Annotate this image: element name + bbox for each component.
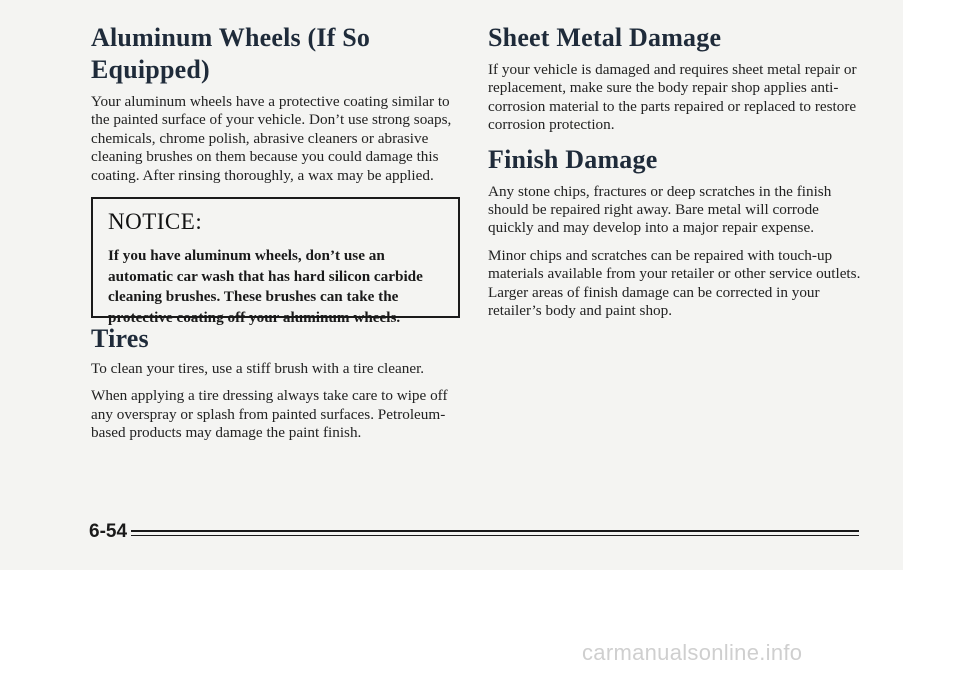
aluminum-wheels-paragraph: Your aluminum wheels have a protective coating similar to the painted surface of your vehicle. Don’t use strong soaps, chemicals, chrome polish, abrasive cleaners or abrasive cleaning brushes on them because you could damage this coating. After rinsing thoroughly, a wax may be applied. [91, 93, 452, 184]
page-footer [89, 520, 859, 544]
sheet-metal-paragraph: If your vehicle is damaged and requires sheet metal repair or replacement, make sure the body repair shop applies anti-corrosion material to the parts repaired or replaced to restore corrosion protection. [488, 61, 857, 134]
notice-title: NOTICE: [108, 209, 203, 234]
site-watermark: carmanualsonline.info [582, 640, 803, 665]
tires-paragraph-2: When applying a tire dressing always take care to wipe off any overspray or splash from painted surfaces. Petroleum-based products may damage the paint finish. [91, 387, 448, 442]
sheet-metal-heading: Sheet Metal Damage [488, 23, 722, 52]
tires-heading: Tires [91, 324, 149, 353]
left-column [91, 22, 463, 185]
tires-paragraph-1: To clean your tires, use a stiff brush with a tire cleaner. [91, 360, 425, 377]
footer-rule-thin [131, 535, 859, 536]
tires-section [91, 323, 463, 443]
aluminum-wheels-heading: Aluminum Wheels (If So Equipped) [91, 23, 371, 84]
page-number: 6-54 [89, 521, 128, 542]
finish-damage-paragraph-2: Minor chips and scratches can be repaired with touch-up materials available from your retailer or other service outlets. Larger areas of finish damage can be corrected in your retailer’s body and paint shop. [488, 246, 861, 320]
footer-rule [131, 530, 859, 532]
finish-damage-paragraph-1: Any stone chips, fractures or deep scratches in the finish should be repaired right away. Bare metal will corrode quickly and may develop into a major repair expense. [488, 182, 832, 237]
notice-text: If you have aluminum wheels, don’t use an automatic car wash that has hard silicon carbide cleaning brushes. These brushes can take the protective coating off your aluminum wheels. [108, 247, 423, 326]
finish-damage-heading: Finish Damage [488, 144, 658, 174]
notice-box [91, 197, 460, 326]
right-column [488, 22, 863, 320]
